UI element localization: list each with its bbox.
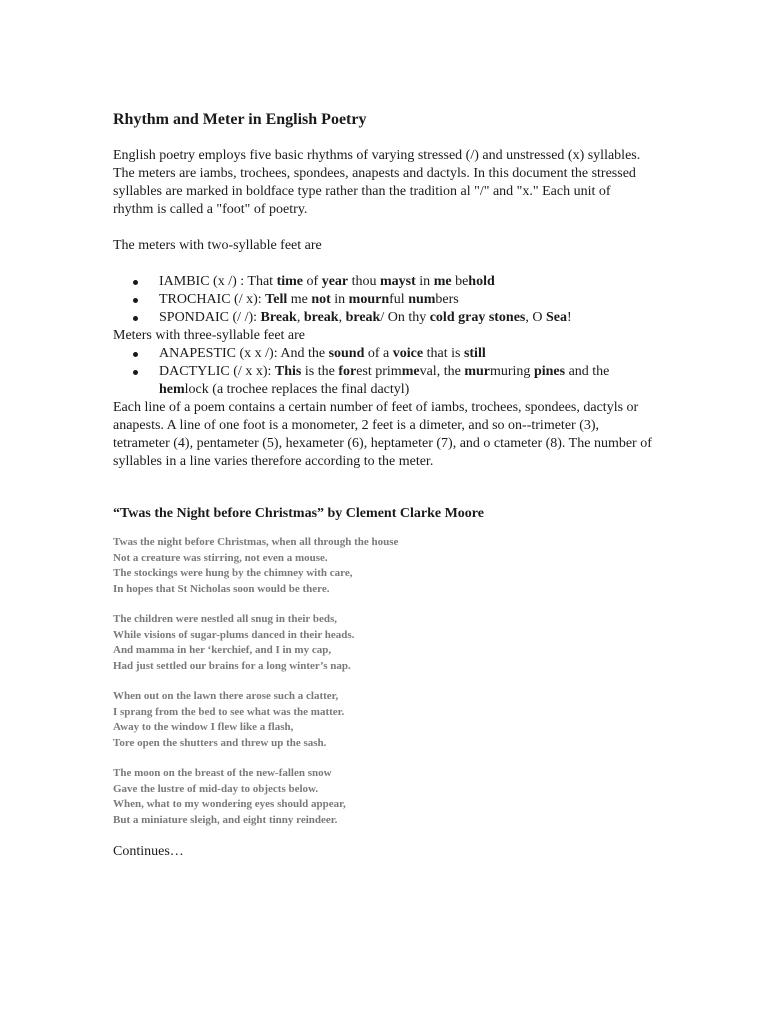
stressed-syllable: Sea [546,310,568,325]
poem-line: Had just settled our brains for a long winter’s nap. [113,659,351,672]
three-syllable-lead: Meters with three-syllable feet are [113,328,306,343]
stressed-syllable: break [303,310,339,325]
stressed-syllable: mourn [348,292,390,307]
stressed-syllable: sound [328,346,365,361]
poem-line: The moon on the breast of the new-fallen snow [113,767,332,779]
stressed-syllable: num [408,292,436,307]
poem-line: Twas the night before Christmas, when all through the house [113,536,399,548]
stressed-syllable: mayst [380,274,416,289]
meter-item-spondaic [113,309,653,327]
document-content [113,110,653,861]
stressed-syllable: hem [159,382,185,397]
unstressed-text: / On thy [380,310,430,325]
unstressed-text: , [296,310,304,325]
unstressed-text: lock (a trochee replaces the final dactyl) [184,382,410,397]
meter-item-anapestic [113,345,653,363]
unstressed-text: that is [423,346,464,361]
unstressed-text: of a [364,346,393,361]
unstressed-text: , O [525,310,547,325]
unstressed-text: and the [565,364,610,379]
poem-line: When, what to my wondering eyes should appear, [113,798,346,810]
stressed-syllable: This [274,364,302,379]
poem-line: The stockings were hung by the chimney with care, [113,567,353,579]
poem-line: I sprang from the bed to see what was the matter. [113,705,345,718]
poem-stanza [113,535,653,597]
unstressed-text: SPONDAIC (/ /): [159,310,261,325]
unstressed-text: of [303,274,322,289]
unstressed-text: ! [567,310,572,325]
document-title: Rhythm and Meter in English Poetry [113,111,367,128]
unstressed-text: thou [348,274,381,289]
stressed-syllable: mur [464,364,490,379]
unstressed-text: in [415,274,434,289]
three-syllable-meter-list [113,345,653,399]
unstressed-text: est prim [356,364,402,379]
stressed-syllable: time [276,274,304,289]
stressed-syllable: Tell [265,292,288,307]
unstressed-text: ANAPESTIC (x x /): And the [159,346,329,361]
poem [113,535,653,828]
unstressed-text: muring [489,364,534,379]
stressed-syllable: not [311,292,331,307]
unstressed-text: me [287,292,312,307]
meter-item-dactylic [113,363,653,399]
unstressed-text: ful [389,292,409,307]
unstressed-text: , [338,310,346,325]
unstressed-text: IAMBIC (x /) : That [159,274,277,289]
poem-line: Away to the window I flew like a flash, [113,721,294,733]
unstressed-text: bers [435,292,459,307]
unstressed-text: val, the [419,364,465,379]
stressed-syllable: me [433,274,452,289]
poem-line: But a miniature sleigh, and eight tinny reindeer. [113,813,338,826]
poem-line: When out on the lawn there arose such a clatter, [113,690,339,702]
poem-line: Not a creature was stirring, not even a mouse. [113,551,328,564]
poem-line: While visions of sugar-plums danced in their heads. [113,628,355,641]
stressed-syllable: me [401,364,420,379]
stressed-syllable: Break [260,310,297,325]
poem-line: The children were nestled all snug in their beds, [113,613,337,625]
poem-title: “Twas the Night before Christmas” by Clement Clarke Moore [113,506,484,521]
unstressed-text: in [330,292,349,307]
stressed-syllable: for [338,364,357,379]
poem-line: In hopes that St Nicholas soon would be there. [113,582,330,595]
poem-line: And mamma in her ‘kerchief, and I in my cap, [113,644,332,656]
unstressed-text: DACTYLIC (/ x x): [159,364,275,379]
two-syllable-meter-list [113,273,653,327]
stressed-syllable: still [463,346,486,361]
poem-stanza [113,766,653,828]
stressed-syllable: year [321,274,349,289]
meter-item-trochaic [113,291,653,309]
two-syllable-lead: The meters with two-syllable feet are [113,238,322,253]
unstressed-text: be [451,274,469,289]
poem-line: Gave the lustre of mid-day to objects below. [113,782,319,795]
unstressed-text: is the [301,364,339,379]
intro-paragraph: English poetry employs five basic rhythms of varying stressed (/) and unstressed (x) syllables. The meters are iambs, trochees, spondees, anapests and dactyls. In this document the stressed syllables are marked in boldface type rather than the tradition al "/" and "x." Each unit of rhythm is called a "foot" of poetry. [113,148,641,217]
poem-line: Tore open the shutters and threw up the sash. [113,736,327,749]
feet-paragraph: Each line of a poem contains a certain number of feet of iambs, trochees, spondees, dactyls or anapests. A line of one foot is a monometer, 2 feet is a dimeter, and so on--trimeter (3), tetrameter (4), pentameter (5), hexameter (6), heptameter (7), and o ctameter (8). The number of syllables in a line varies therefore according to the meter. [113,400,652,469]
poem-stanza [113,689,653,751]
stressed-syllable: hold [468,274,495,289]
stressed-syllable: break [345,310,381,325]
continues-text: Continues… [113,844,184,859]
poem-stanza [113,612,653,674]
meter-item-iambic [113,273,653,291]
stressed-syllable: voice [392,346,424,361]
unstressed-text: TROCHAIC (/ x): [159,292,266,307]
stressed-syllable: pines [533,364,566,379]
stressed-syllable: cold gray stones [429,310,526,325]
